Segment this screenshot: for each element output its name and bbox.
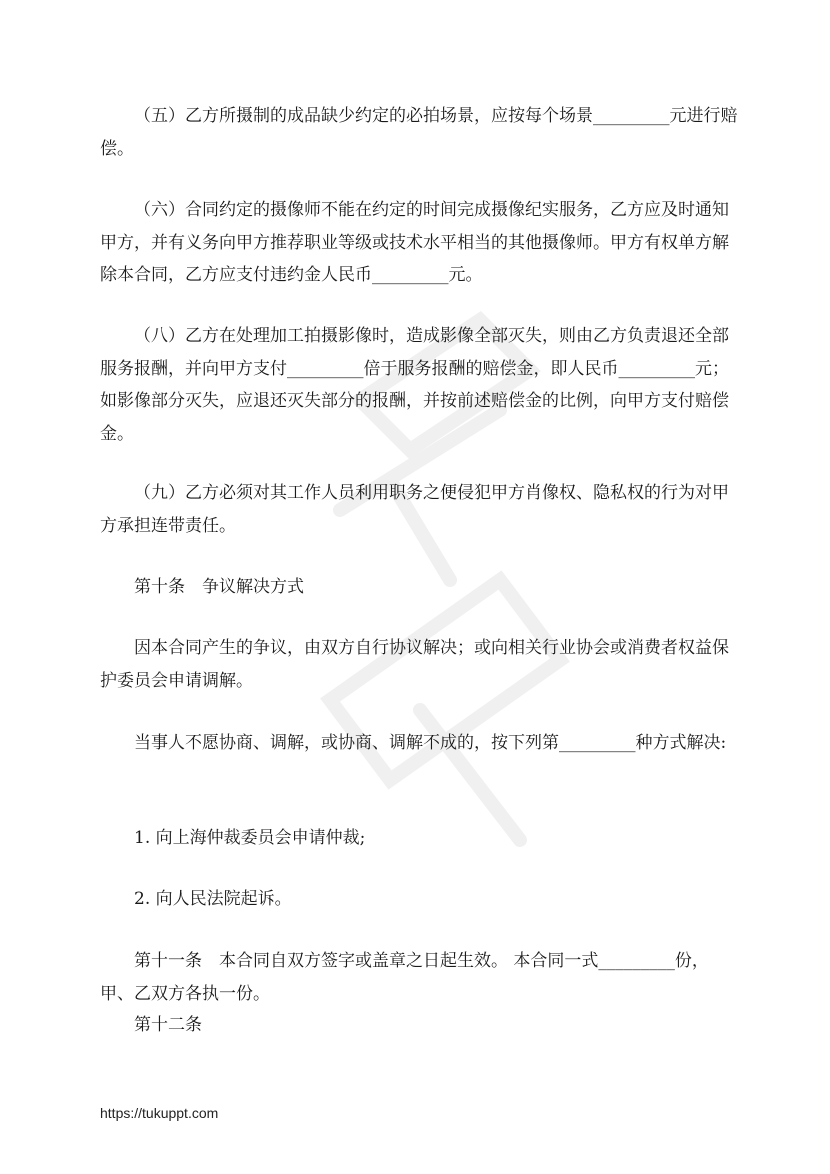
clause-9: （九）乙方必须对其工作人员利用职务之便侵犯甲方肖像权、隐私权的行为对甲方承担连带责任。: [100, 483, 729, 536]
clause-6: （六）合同约定的摄像师不能在约定的时间完成摄像纪实服务，乙方应及时通知甲方，并有义务向甲方推荐职业等级或技术水平相当的其他摄像师。甲方有权单方解除本合同，乙方应支付违约金人民币_________元。: [100, 200, 729, 285]
article-10-choice: 当事人不愿协商、调解，或协商、调解不成的，按下列第_________种方式解决:: [134, 733, 727, 753]
clause-8: （八）乙方在处理加工拍摄影像时，造成影像全部灭失，则由乙方负责退还全部服务报酬，并向甲方支付_________倍于服务报酬的赔偿金，即人民币_________元；如影像部分灭失，应退还灭失部分的报酬，并按前述赔偿金的比例，向甲方支付赔偿金。: [100, 326, 729, 444]
article-12-title: 第十二条: [134, 1015, 202, 1035]
footer-url: https://tukuppt.com: [100, 1105, 219, 1121]
article-10-body: 因本合同产生的争议，由双方自行协议解决；或向相关行业协会或消费者权益保护委员会申请调解。: [100, 638, 729, 691]
article-10-title: 第十条 争议解决方式: [134, 577, 304, 597]
option-arbitration: 1. 向上海仲裁委员会申请仲裁;: [134, 828, 366, 848]
clause-5: （五）乙方所摄制的成品缺少约定的必拍场景，应按每个场景_________元进行赔偿。: [100, 106, 738, 159]
article-11: 第十一条 本合同自双方签字或盖章之日起生效。 本合同一式_________份，甲、乙双方各执一份。: [100, 951, 709, 1004]
option-court: 2. 向人民法院起诉。: [134, 889, 292, 909]
